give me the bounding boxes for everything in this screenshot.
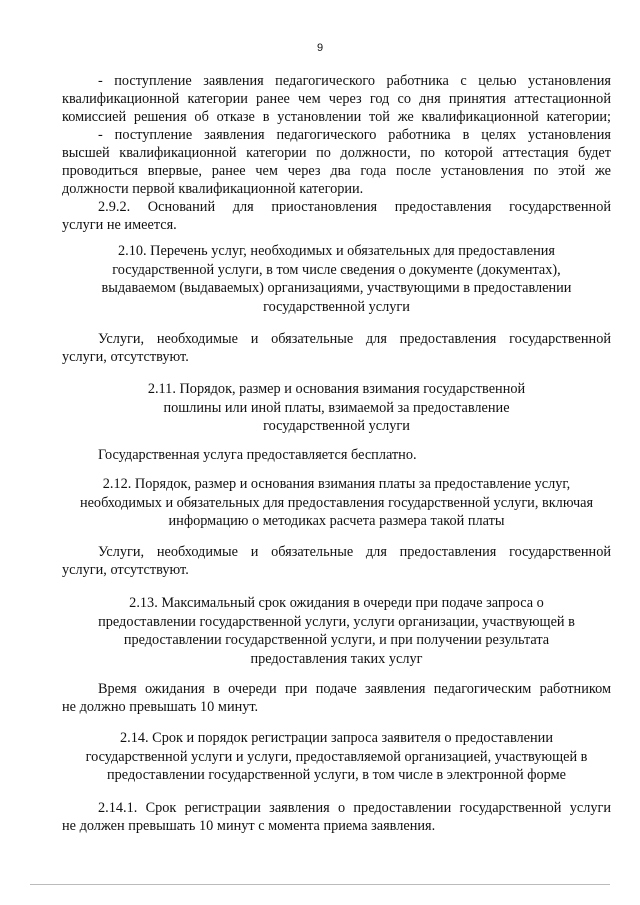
section-heading-2-12 [62,475,611,531]
text-line: услуги, отсутствуют. [62,349,189,365]
heading-line: необходимых и обязательных для предоставления государственной услуги, включая [79,494,594,511]
paragraph-grounds-refusal [62,72,611,234]
text-line: квалификационной категории ранее чем через год со дня принятия аттестационной [62,91,611,107]
heading-line: предоставлении государственной услуги, в том числе в электронной форме [106,767,567,783]
heading-line: информацию о методиках расчета размера такой платы [168,513,505,529]
paragraph-2-14-1 [62,799,611,835]
section-heading-2-10 [62,242,611,316]
heading-line: 2.12. Порядок, размер и основания взимания платы за предоставление услуг, [102,476,571,492]
paragraph-2-10 [62,330,611,366]
section-heading-2-13 [62,594,611,668]
paragraph-2-12 [62,543,611,579]
text-line: услуги не имеется. [62,217,177,233]
text-line: высшей квалификационной категории по должности, по которой аттестация будет [62,145,611,161]
section-heading-2-14 [62,729,611,785]
text-line: должности первой квалификационной категории. [62,181,364,197]
heading-line: 2.13. Максимальный срок ожидания в очереди при подаче запроса о [129,595,544,611]
section-heading-2-11 [62,380,611,436]
heading-line: государственной услуги [263,298,410,315]
heading-line: государственной услуги, в том числе сведения о документе (документах), [112,261,561,278]
text-line: - поступление заявления педагогического работника с целью установления [98,73,611,89]
page-number: 9 [316,42,324,54]
heading-line: выдаваемом (выдаваемых) организациями, участвующими в предоставлении [101,280,572,296]
heading-line: пошлины или иной платы, взимаемой за предоставление [163,399,510,416]
text-line: Время ожидания в очереди при подаче заявления педагогическим работником [98,681,611,697]
text-line: не должен превышать 10 минут с момента приема заявления. [62,818,436,834]
heading-line: предоставления таких услуг [250,650,423,667]
text-line: Услуги, необходимые и обязательные для предоставления государственной [98,544,611,560]
paragraph-2-11 [62,446,611,464]
heading-line: 2.11. Порядок, размер и основания взимания государственной [147,381,526,397]
text-line: услуги, отсутствуют. [62,562,189,578]
heading-line: 2.14. Срок и порядок регистрации запроса заявителя о предоставлении [120,730,553,746]
heading-line: предоставлении государственной услуги, услуги организации, участвующей в [98,613,575,630]
heading-line: 2.10. Перечень услуг, необходимых и обязательных для предоставления [118,243,555,259]
page-bottom-rule [30,884,610,885]
text-line: Услуги, необходимые и обязательные для предоставления государственной [98,331,611,347]
text-line: не должно превышать 10 минут. [62,699,259,715]
text-line: - поступление заявления педагогического работника в целях установления [98,127,611,143]
heading-line: государственной услуги [263,418,410,434]
heading-line: государственной услуги и услуги, предоставляемой организацией, участвующей в [85,748,588,765]
heading-line: предоставлении государственной услуги, и при получении результата [123,632,550,648]
text-line: 2.9.2. Оснований для приостановления предоставления государственной [98,199,611,215]
text-line: 2.14.1. Срок регистрации заявления о предоставлении государственной услуги [98,800,611,816]
text-line: комиссией решения об отказе в установлении той же квалификационной категории; [62,109,611,125]
paragraph-2-13 [62,680,611,716]
text-line: проводиться впервые, ранее чем через два года после установления по этой же [62,163,611,179]
text-line: Государственная услуга предоставляется бесплатно. [98,447,417,463]
